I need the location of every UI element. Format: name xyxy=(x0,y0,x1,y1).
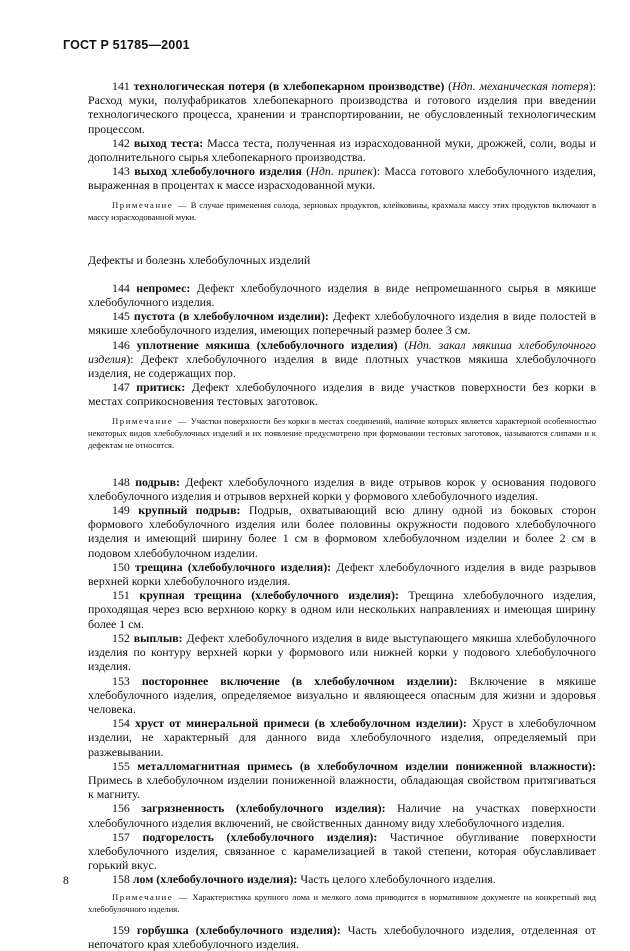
entry-number: 157 xyxy=(112,829,130,844)
term-name: подгорелость (хлебобулочного изделия): xyxy=(142,829,378,844)
entry-number: 148 xyxy=(112,474,130,489)
term-entry xyxy=(88,631,596,674)
note-2 xyxy=(88,415,596,451)
term-definition: Дефект хлебобулочного изделия в виде полостей в мякише хлебобулочного изделия, имеющих поперечный размер более 3 см. xyxy=(88,309,596,338)
term-name: металломагнитная примесь (в хлебобулочном изделии пониженной влажности): xyxy=(137,758,596,773)
ndp-open: ( xyxy=(397,337,409,352)
term-entry xyxy=(88,475,596,503)
term-definition: Часть целого хлебобулочного изделия. xyxy=(297,872,496,887)
term-definition: Дефект хлебобулочного изделия в виде отрывов корок у основания подового хлебобулочного изделия и отрывов верхней корки у формового хлебобулочного изделия. xyxy=(88,474,596,503)
entry-number: 149 xyxy=(112,503,130,518)
term-entry xyxy=(88,674,596,717)
entry-number: 143 xyxy=(112,164,130,179)
ndp-close: ): xyxy=(588,79,596,93)
entry-number: 154 xyxy=(112,716,130,731)
term-entry xyxy=(88,872,596,886)
note-label: Примечание — xyxy=(112,199,188,210)
term-entry xyxy=(88,79,596,136)
term-definition: Дефект хлебобулочного изделия в виде выступающего мякиша хлебобулочного изделия по контуру верхней корки у формового или нижней корки у подового хлебобулочного изделия. xyxy=(88,630,596,674)
note-3 xyxy=(88,891,596,915)
note-text: Характеристика крупного лома и мелкого лома приводится в нормативном документе на конкретный вид хлебобулочного изделия. xyxy=(88,891,597,914)
ndp-term: механическая потеря xyxy=(475,79,589,93)
term-definition: Расход муки, полуфабрикатов хлебопекарного производства и готового изделия при введении технологического процесса, хранении и транспортировании, не обусловленный технологическим процессом. xyxy=(88,93,596,136)
term-definition: Хруст в хлебобулочном изделии, не характерный для данного вида хлебобулочного изделия, определяемый при разжевывании. xyxy=(88,716,596,759)
term-entry xyxy=(88,830,596,873)
term-entry xyxy=(88,588,596,631)
term-definition: Дефект хлебобулочного изделия в виде разрывов верхней корки хлебобулочного изделия. xyxy=(88,559,596,589)
term-entry xyxy=(88,309,596,337)
term-name: притиск: xyxy=(136,380,186,395)
ndp-close: ): xyxy=(372,164,381,179)
term-name: загрязненность (хлебобулочного изделия): xyxy=(141,801,386,816)
entry-number: 156 xyxy=(112,801,130,816)
entry-number: 145 xyxy=(112,309,130,324)
ndp-close: ): xyxy=(126,351,134,366)
standard-header: ГОСТ Р 51785—2001 xyxy=(63,38,190,52)
term-entry xyxy=(88,716,596,759)
term-entry xyxy=(88,503,596,560)
entries-group-c xyxy=(88,475,596,887)
term-name: крупный подрыв: xyxy=(138,503,241,518)
term-definition: Подрыв, охватывающий всю длину одной из боковых сторон формового хлебобулочного изделия или более половины окружности подового хлебобулочного изделия и имеющий ширину более 1 см в формовом хлебобулочном изделии и более 2 см в подовом хлебобулочном изделии. xyxy=(88,503,596,560)
term-definition: Включение в мякише хлебобулочного изделия, определяемое визуально и являющееся опасным для жизни и здоровья человека. xyxy=(88,673,596,716)
ndp-term: припек xyxy=(333,164,373,179)
entry-number: 142 xyxy=(112,135,130,150)
term-name: крупная трещина (хлебобулочного изделия): xyxy=(139,588,399,603)
term-definition: Трещина хлебобулочного изделия, проходящая через всю верхнюю корку в одном или нескольких направлениях и имеющая ширину более 1 см. xyxy=(88,588,596,631)
entry-number: 150 xyxy=(112,559,130,574)
entry-number: 153 xyxy=(112,673,130,688)
ndp-label: Ндп. xyxy=(408,337,432,352)
entry-number: 141 xyxy=(112,79,130,93)
term-name: горбушка (хлебобулочного изделия): xyxy=(136,922,341,937)
ndp-label: Ндп. xyxy=(452,79,476,93)
term-entry xyxy=(88,801,596,829)
term-name: технологическая потеря (в хлебопекарном производстве) xyxy=(133,79,445,93)
note-text: Участки поверхности без корки в местах соединений, наличие которых является характерной особенностью некоторых видов хлебобулочных изделий и их появление предусмотрено при формовании тестовых заготовок, называются слипами и к дефектам не относятся. xyxy=(88,415,596,450)
term-definition: Дефект хлебобулочного изделия в виде непромешанного сырья в мякише хлебобулочного изделия. xyxy=(88,280,596,310)
term-definition: Масса теста, полученная из израсходованной муки, дрожжей, соли, воды и дополнительного сырья хлебопекарного производства. xyxy=(88,135,596,165)
term-name: постороннее включение (в хлебобулочном изделии): xyxy=(141,673,458,688)
ndp-term: закал мякиша хлебобулочного изделия xyxy=(88,337,596,366)
section-title: Дефекты и болезнь хлебобулочных изделий xyxy=(88,252,311,267)
term-name: пустота (в хлебобулочном изделии): xyxy=(133,309,329,324)
term-name: лом (хлебобулочного изделия): xyxy=(132,872,298,887)
entries-group-b xyxy=(88,281,596,409)
term-name: выплыв: xyxy=(133,630,183,645)
ndp-open: ( xyxy=(444,79,453,93)
entry-number: 159 xyxy=(112,922,130,937)
term-definition: Часть хлебобулочного изделия, отделенная от непочатого края хлебобулочного изделия. xyxy=(88,922,597,951)
term-entry xyxy=(88,338,596,381)
term-name: выход хлебобулочного изделия xyxy=(134,164,302,179)
note-label: Примечание — xyxy=(112,891,189,902)
term-entry xyxy=(88,923,596,951)
term-entry xyxy=(88,759,596,802)
term-definition: Частичное обугливание поверхности хлебобулочного изделия, связанное с карамелизацией в такой степени, которая обуславливает горький вкус. xyxy=(88,829,596,873)
note-text: В случае применения солода, зерновых продуктов, клейковины, крахмала массу этих продуктов включают в массу израсходованной муки. xyxy=(88,199,597,222)
term-entry xyxy=(88,560,596,588)
document-body xyxy=(88,79,596,951)
term-entry xyxy=(88,164,596,192)
term-definition: Примесь в хлебобулочном изделии пониженной влажности, обладающая свойством притягиваться к магниту. xyxy=(88,772,596,802)
term-entry xyxy=(88,281,596,309)
term-definition: Масса готового хлебобулочного изделия, выраженная в процентах к массе израсходованной муки. xyxy=(88,164,596,193)
entry-number: 147 xyxy=(112,380,130,395)
entry-number: 155 xyxy=(112,758,130,773)
entry-number: 152 xyxy=(112,630,130,645)
term-name: хруст от минеральной примеси (в хлебобулочном изделии): xyxy=(135,716,467,731)
entry-number: 144 xyxy=(112,280,130,295)
entries-group-d xyxy=(88,923,596,951)
entry-number: 158 xyxy=(112,872,130,887)
note-1 xyxy=(88,199,596,223)
note-label: Примечание — xyxy=(112,415,188,426)
term-entry xyxy=(88,380,596,408)
entries-group-a xyxy=(88,79,596,193)
entry-number: 151 xyxy=(112,588,130,603)
term-name: трещина (хлебобулочного изделия): xyxy=(135,559,332,574)
ndp-open: ( xyxy=(301,164,311,179)
term-name: выход теста: xyxy=(133,135,204,150)
entry-number: 146 xyxy=(112,337,130,352)
ndp-label: Ндп. xyxy=(310,164,334,179)
term-name: непромес: xyxy=(136,280,191,295)
term-definition: Дефект хлебобулочного изделия в виде плотных участков мякиша хлебобулочного изделия, не содержащих пор. xyxy=(88,351,596,381)
term-name: уплотнение мякиша (хлебобулочного изделия) xyxy=(136,337,398,352)
term-entry xyxy=(88,136,596,164)
page-number: 8 xyxy=(63,875,69,887)
term-definition: Дефект хлебобулочного изделия в виде участков поверхности без корки в местах соприкосновения тестовых заготовок. xyxy=(88,380,596,409)
term-name: подрыв: xyxy=(135,474,180,489)
term-definition: Наличие на участках поверхности хлебобулочного изделия включений, не свойственных данному виду хлебобулочного изделия. xyxy=(88,801,596,830)
